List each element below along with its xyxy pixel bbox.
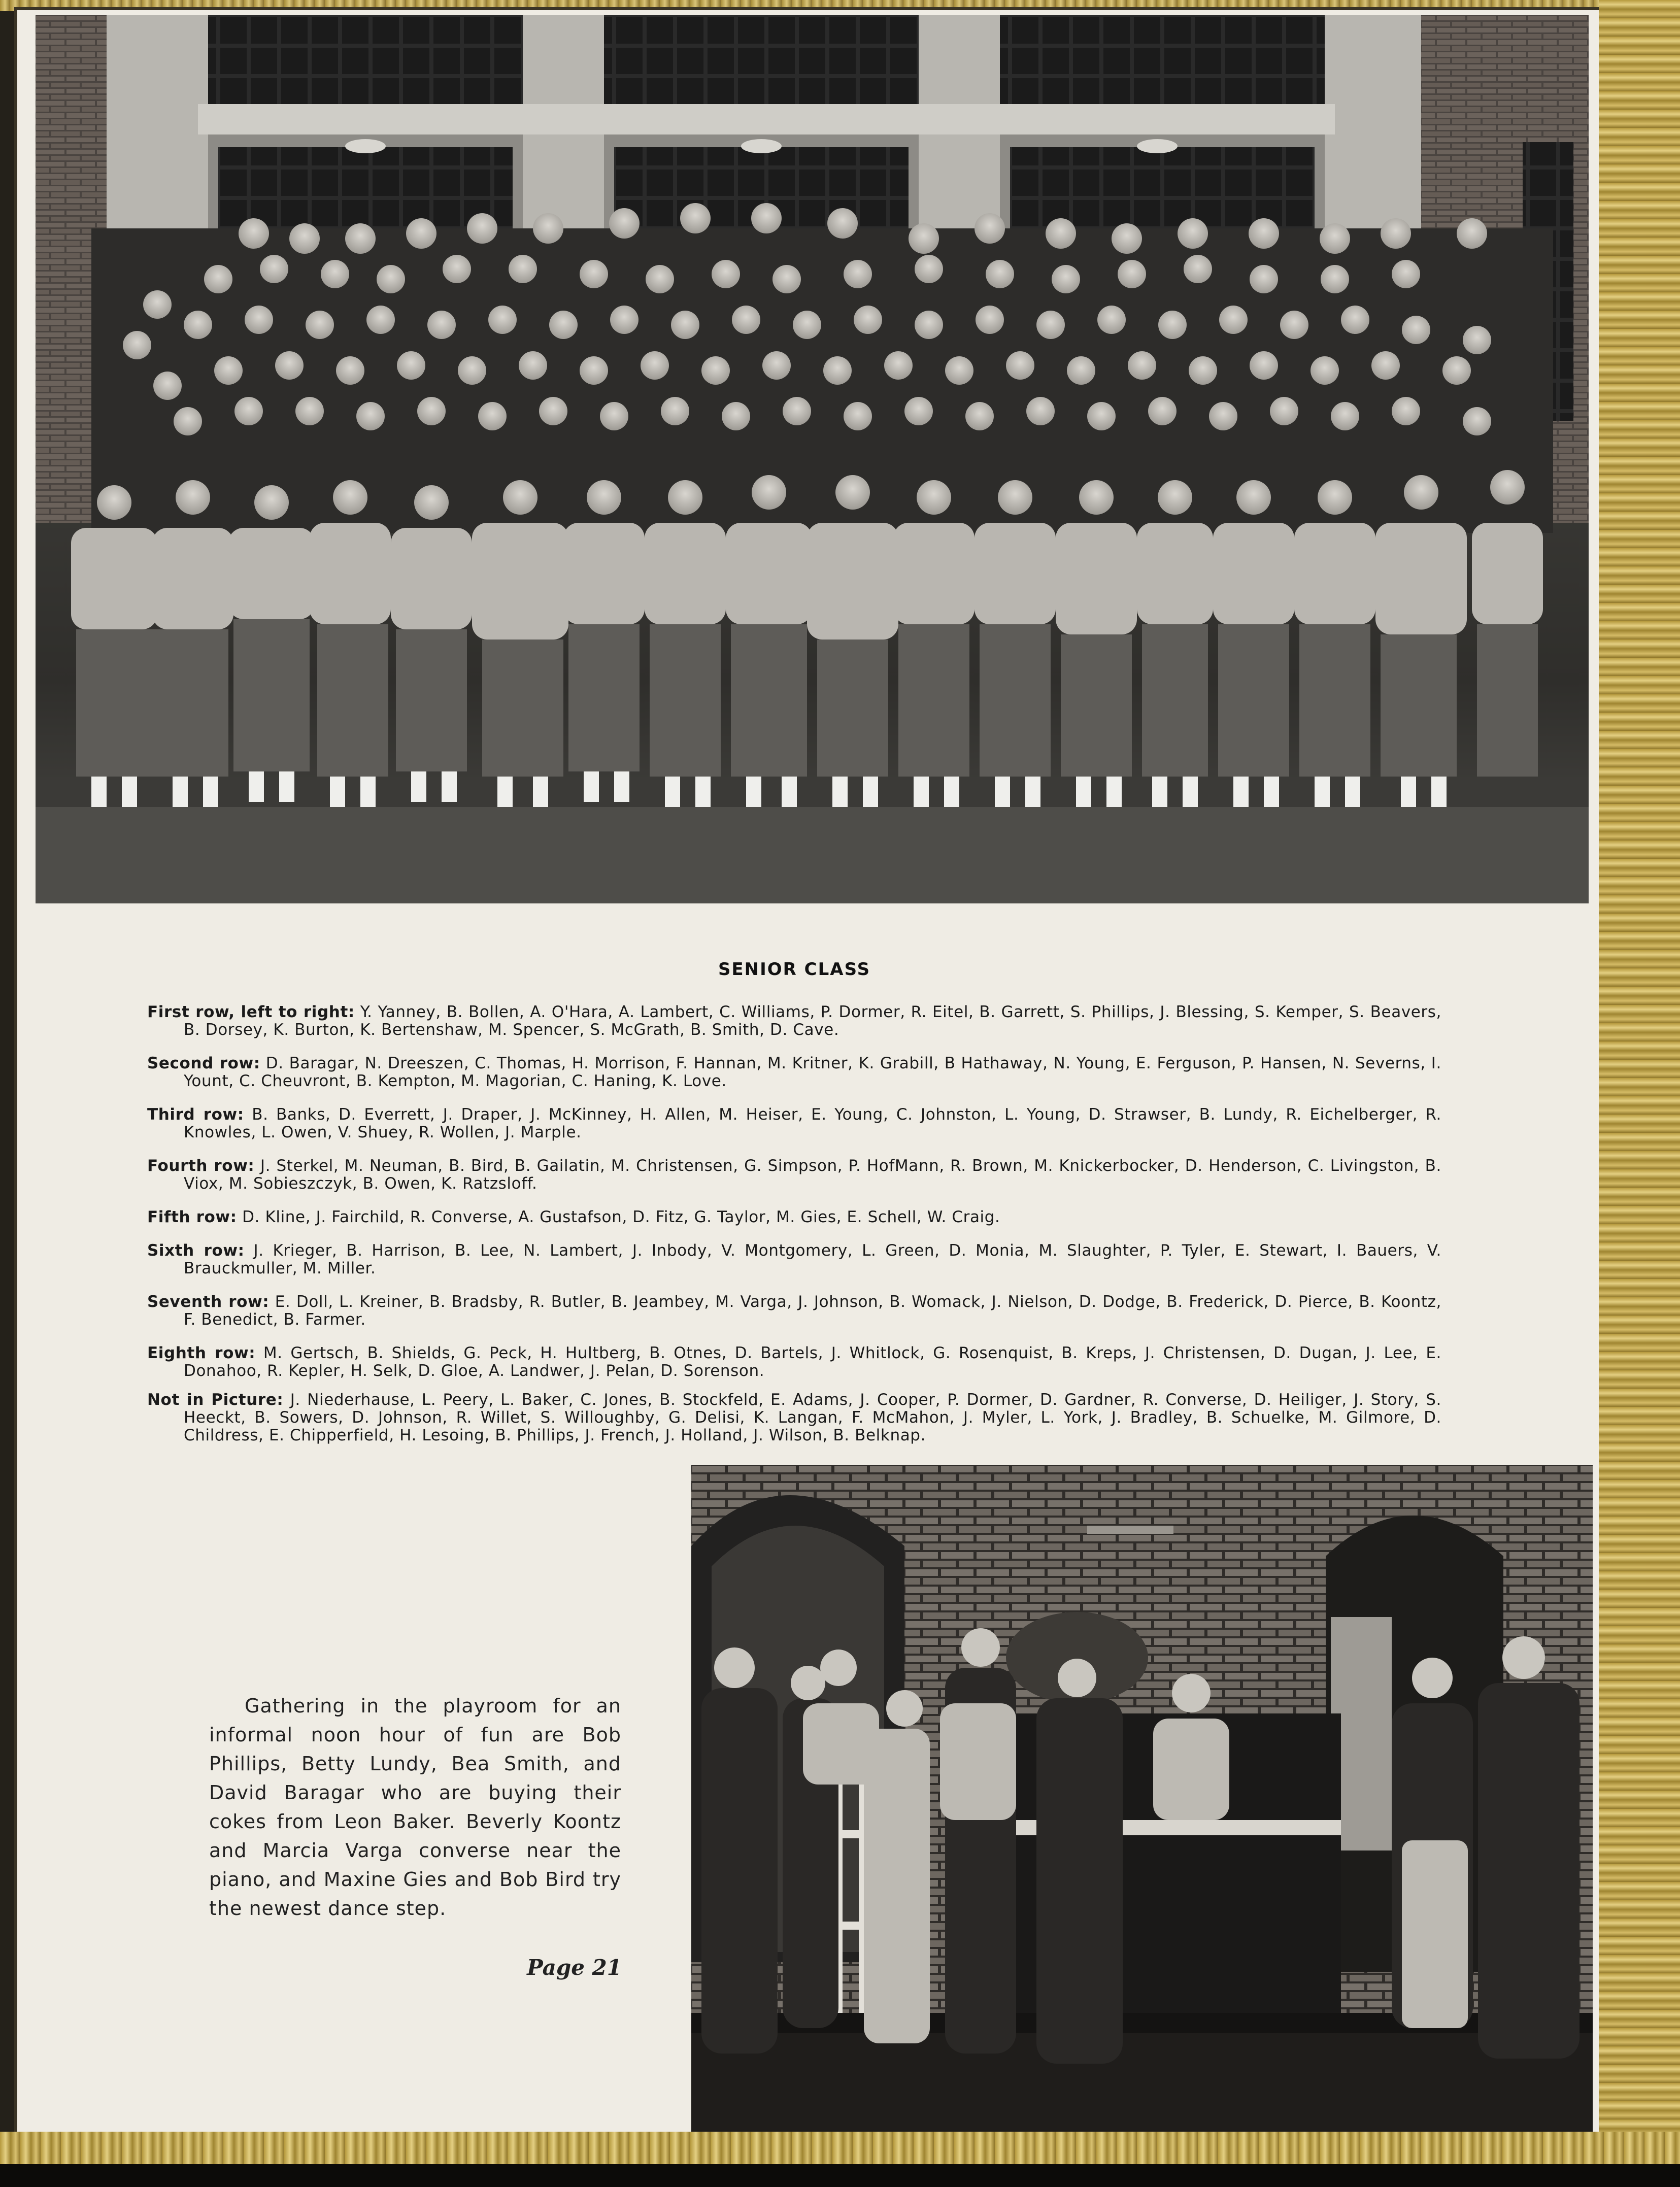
caption-row-not-in-picture	[147, 1391, 1441, 1444]
caption-title: SENIOR CLASS	[718, 959, 871, 980]
row-label: Fourth row:	[147, 1157, 255, 1175]
caption-row-second	[147, 1055, 1441, 1090]
caption-row-third	[147, 1106, 1441, 1141]
row-label: Not in Picture:	[147, 1391, 284, 1409]
row-label: Fifth row:	[147, 1208, 237, 1226]
caption-row-fifth	[147, 1208, 1441, 1226]
row-names: B. Banks, D. Everrett, J. Draper, J. McKinney, H. Allen, M. Heiser, E. Young, C. Johnston, L. Young, D. Strawser, B. Lundy, R. Eichelberger, R. Knowles, L. Owen, V. Shuey, R. Wollen, J. Marple.	[184, 1105, 1441, 1141]
gold-cover-edge-right	[1599, 0, 1680, 2187]
caption-row-first	[147, 1003, 1441, 1039]
row-label: First row, left to right:	[147, 1003, 355, 1021]
caption-row-seventh	[147, 1293, 1441, 1329]
row-names: D. Baragar, N. Dreeszen, C. Thomas, H. Morrison, F. Hannan, M. Kritner, K. Grabill, B Hathaway, N. Young, E. Ferguson, P. Hansen, N. Severns, I. Yount, C. Cheuvront, B. Kempton, M. Magorian, C. Haning, K. Love.	[184, 1054, 1441, 1090]
row-names: J. Sterkel, M. Neuman, B. Bird, B. Gailatin, M. Christensen, G. Simpson, P. HofMann, R. Brown, M. Knickerbocker, D. Henderson, C. Livingston, B. Viox, M. Sobieszczyk, B. Owen, K. Ratzsloff.	[184, 1157, 1441, 1193]
page-bottom-shadow	[0, 2164, 1680, 2187]
caption-rows	[147, 988, 1441, 1455]
row-label: Second row:	[147, 1054, 260, 1072]
senior-class-group-photo	[36, 15, 1589, 903]
caption-row-sixth	[147, 1242, 1441, 1277]
row-label: Eighth row:	[147, 1344, 256, 1362]
row-label: Third row:	[147, 1105, 244, 1124]
playroom-photo	[691, 1465, 1593, 2140]
row-names: J. Krieger, B. Harrison, B. Lee, N. Lambert, J. Inbody, V. Montgomery, L. Green, D. Monia, M. Slaughter, P. Tyler, E. Stewart, I. Bauers, V. Brauckmuller, M. Miller.	[184, 1241, 1441, 1277]
row-names: D. Kline, J. Fairchild, R. Converse, A. Gustafson, D. Fitz, G. Taylor, M. Gies, E. Schell, W. Craig.	[242, 1208, 1000, 1226]
gold-cover-edge-bottom	[0, 2132, 1680, 2164]
caption-row-eighth	[147, 1344, 1441, 1380]
row-names: Y. Yanney, B. Bollen, A. O'Hara, A. Lambert, C. Williams, P. Dormer, R. Eitel, B. Garrett, S. Phillips, J. Blessing, S. Kemper, S. Beavers, B. Dorsey, K. Burton, K. Bertenshaw, M. Spencer, S. McGrath, B. Smith, D. Cave.	[184, 1003, 1441, 1039]
row-names: M. Gertsch, B. Shields, G. Peck, H. Hultberg, B. Otnes, D. Bartels, J. Whitlock, G. Rosenquist, B. Kreps, J. Christensen, D. Dugan, J. Lee, E. Donahoo, R. Kepler, H. Selk, D. Gloe, A. Landwer, J. Pelan, D. Sorenson.	[184, 1344, 1441, 1380]
row-label: Seventh row:	[147, 1293, 270, 1311]
row-names: E. Doll, L. Kreiner, B. Bradsby, R. Butler, B. Jeambey, M. Varga, J. Johnson, B. Womack, J. Nielson, D. Dodge, B. Frederick, D. Pierce, B. Koontz, F. Benedict, B. Farmer.	[184, 1293, 1441, 1329]
page-number: Page 21	[527, 1955, 622, 1980]
row-label: Sixth row:	[147, 1241, 245, 1260]
playroom-story: Gathering in the playroom for an informal noon hour of fun are Bob Phillips, Betty Lundy, Bea Smith, and David Baragar who are buying their cokes from Leon Baker. Beverly Koontz and Marcia Varga converse near the piano, and Maxine Gies and Bob Bird try the newest dance step.	[209, 1695, 621, 1920]
row-names: J. Niederhause, L. Peery, L. Baker, C. Jones, B. Stockfeld, E. Adams, J. Cooper, P. Dormer, D. Gardner, R. Converse, D. Heiliger, J. Story, S. Heeckt, B. Sowers, D. Johnson, R. Willet, S. Willoughby, G. Delisi, K. Langan, F. McMahon, J. Myler, L. York, J. Bradley, B. Schuelke, M. Gilmore, D. Childress, E. Chipperfield, H. Lesoing, B. Phillips, J. French, J. Holland, J. Wilson, B. Belknap.	[184, 1391, 1441, 1444]
caption-row-fourth	[147, 1157, 1441, 1193]
